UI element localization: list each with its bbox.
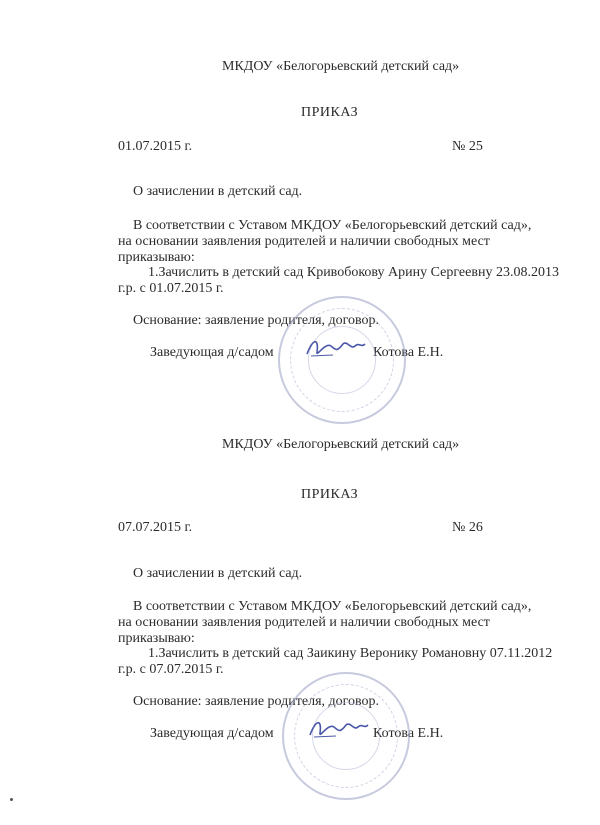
- signer-title: Заведующая д/садом: [150, 345, 274, 360]
- order-preamble-line-1: В соответствии с Уставом МКДОУ «Белогорьевский детский сад»,: [133, 218, 532, 233]
- order-date: 01.07.2015 г.: [118, 139, 193, 154]
- order-item-line-2: г.р. с 07.07.2015 г.: [118, 662, 224, 677]
- order-number: № 26: [452, 520, 483, 535]
- signature: [303, 332, 367, 362]
- document-type: ПРИКАЗ: [301, 105, 359, 120]
- order-subject: О зачислении в детский сад.: [133, 184, 303, 199]
- order-number: № 25: [452, 139, 483, 154]
- signer-name: Котова Е.Н.: [373, 726, 444, 741]
- order-item-line-2: г.р. с 01.07.2015 г.: [118, 281, 224, 296]
- order-basis: Основание: заявление родителя, договор.: [133, 694, 380, 709]
- order-directive: приказываю:: [118, 250, 195, 265]
- organization-name: МКДОУ «Белогорьевский детский сад»: [222, 437, 460, 452]
- order-preamble-line-1: В соответствии с Уставом МКДОУ «Белогорьевский детский сад»,: [133, 599, 532, 614]
- order-item-line-1: 1.Зачислить в детский сад Кривобокову Арину Сергеевну 23.08.2013: [148, 265, 559, 280]
- scan-mark: [10, 798, 13, 801]
- document-type: ПРИКАЗ: [301, 487, 359, 502]
- order-basis: Основание: заявление родителя, договор.: [133, 313, 380, 328]
- signer-title: Заведующая д/садом: [150, 726, 274, 741]
- order-directive: приказываю:: [118, 631, 195, 646]
- signer-name: Котова Е.Н.: [373, 345, 444, 360]
- order-subject: О зачислении в детский сад.: [133, 566, 303, 581]
- order-item-line-1: 1.Зачислить в детский сад Заикину Веронику Романовну 07.11.2012: [148, 646, 553, 661]
- order-preamble-line-2: на основании заявления родителей и наличии свободных мест: [118, 615, 490, 630]
- order-preamble-line-2: на основании заявления родителей и наличии свободных мест: [118, 234, 490, 249]
- signature: [306, 713, 370, 743]
- order-date: 07.07.2015 г.: [118, 520, 193, 535]
- organization-name: МКДОУ «Белогорьевский детский сад»: [222, 59, 460, 74]
